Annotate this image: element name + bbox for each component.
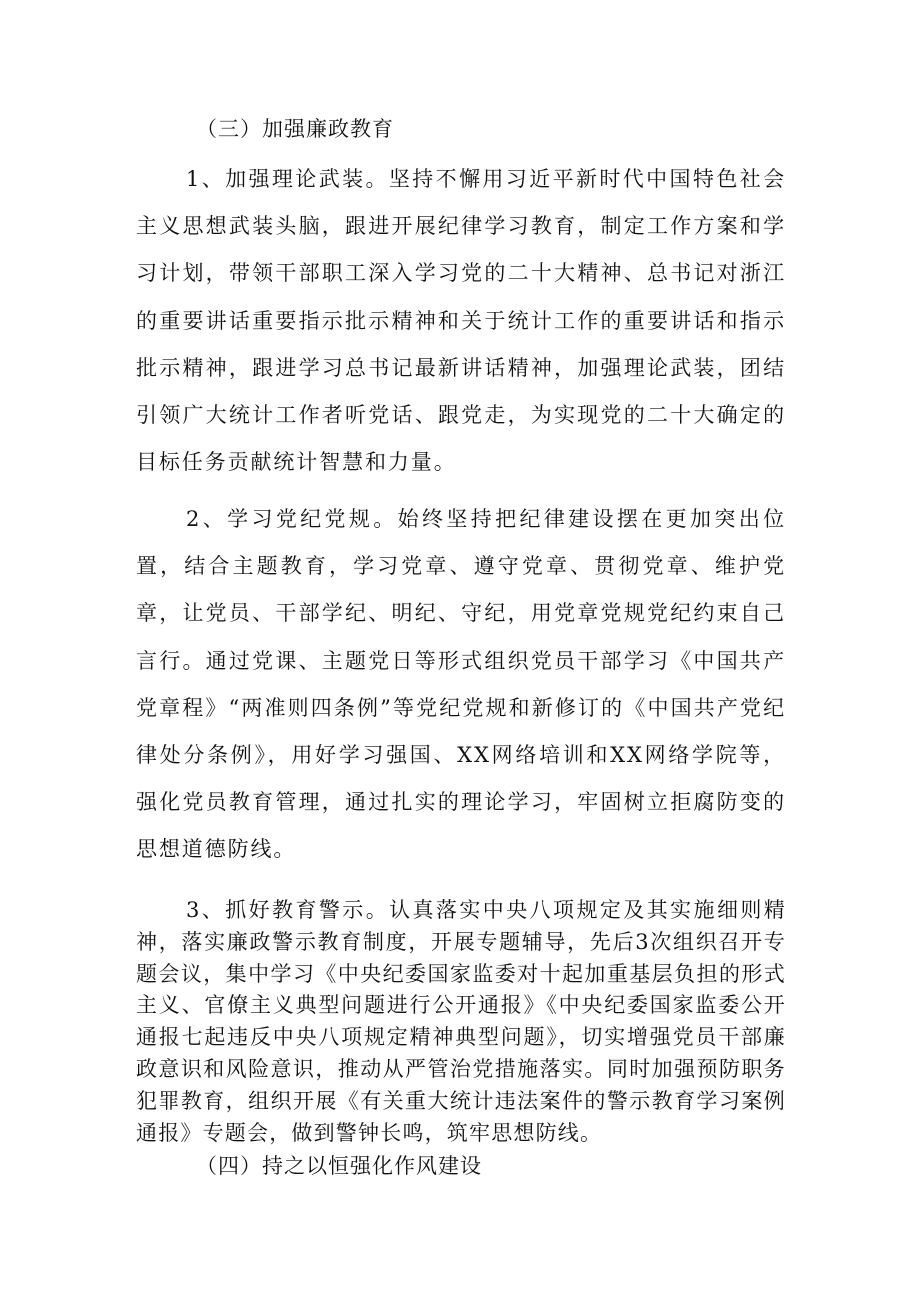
paragraph-warning-education: 3、抓好教育警示。认真落实中央八项规定及其实施细则精神，落实廉政警示教育制度，开展专题辅导，先后3次组织召开专题会议，集中学习《中央纪委国家监委对十起加重基层负担的形式主义、官僚主义典型问题进行公开通报》《中央纪委国家监委公开通报七起违反中央八项规定精神典型问题》，切实增强党员干部廉政意识和风险意识，推动从严管治党措施落实。同时加强预防职务犯罪教育，组织开展《有关重大统计违法案件的警示教育学习案例通报》专题会，做到警钟长鸣，筑牢思想防线。 [136, 898, 786, 1145]
paragraph-party-discipline: 2、学习党纪党规。始终坚持把纪律建设摆在更加突出位置，结合主题教育，学习党章、遵守党章、贯彻党章、维护党章，让党员、干部学纪、明纪、守纪，用党章党规党纪约束自己言行。通过党课、主题党日等形式组织党员干部学习《中国共产党章程》“两准则四条例”等党纪党规和新修订的《中国共产党纪律处分条例》，用好学习强国、XX网络培训和XX网络学院等，强化党员教育管理，通过扎实的理论学习，牢固树立拒腐防变的思想道德防线。 [136, 507, 786, 862]
section-heading-3: （三）加强廉政教育 [196, 117, 394, 141]
paragraph-theory-study: 1、加强理论武装。坚持不懈用习近平新时代中国特色社会主义思想武装头脑，跟进开展纪律学习教育，制定工作方案和学习计划，带领干部职工深入学习党的二十大精神、总书记对浙江的重要讲话重要指示批示精神和关于统计工作的重要讲话和指示批示精神，跟进学习总书记最新讲话精神，加强理论武装，团结引领广大统计工作者听党话、跟党走，为实现党的二十大确定的目标任务贡献统计智慧和力量。 [136, 167, 786, 475]
section-heading-4: （四）持之以恒强化作风建设 [196, 1154, 482, 1178]
